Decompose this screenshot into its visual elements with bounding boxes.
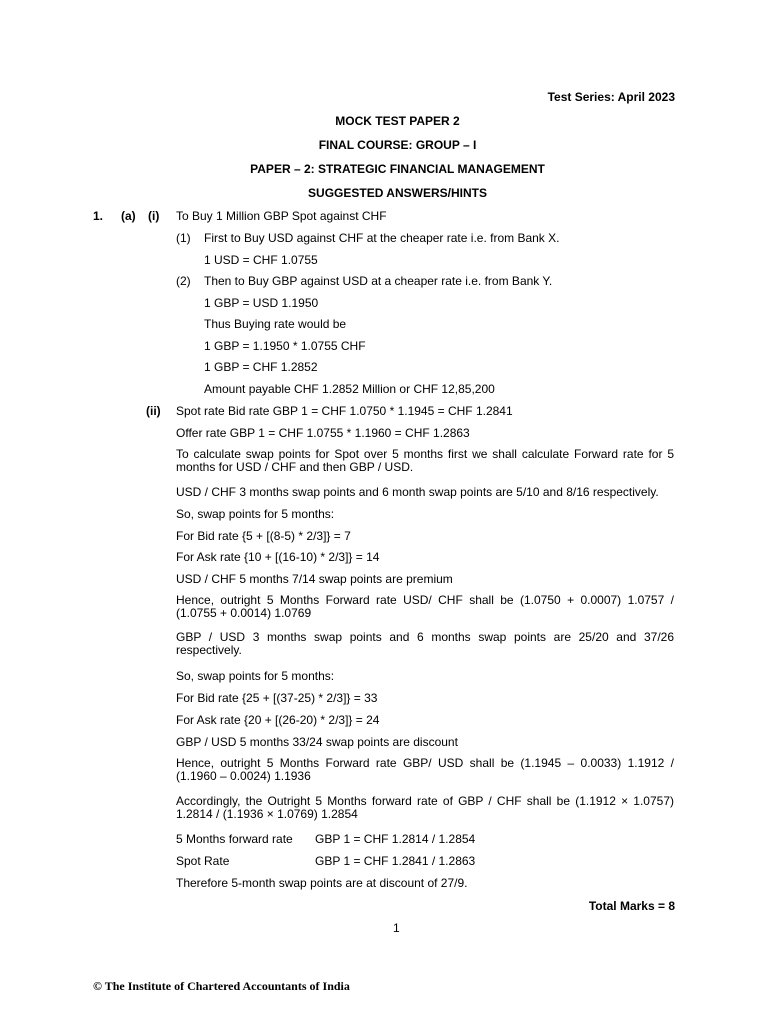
gbp-usd-discount: GBP / USD 5 months 33/24 swap points are discount [176,735,458,749]
footer-copyright: © The Institute of Chartered Accountants of India [93,979,350,993]
buying-rate-result: 1 GBP = CHF 1.2852 [204,360,318,374]
gbp-bid-calc: For Bid rate {25 + [(37-25) * 2/3]} = 33 [176,691,378,705]
forward-rate-value: GBP 1 = CHF 1.2814 / 1.2854 [315,832,476,846]
step-2-rate: 1 GBP = USD 1.1950 [204,296,319,310]
test-series-label: Test Series: April 2023 [547,90,675,104]
usd-chf-premium: USD / CHF 5 months 7/14 swap points are premium [176,572,453,586]
step-1-rate: 1 USD = CHF 1.0755 [204,253,318,267]
part-i-intro: To Buy 1 Million GBP Spot against CHF [176,209,387,223]
usd-chf-forward-rate: Hence, outright 5 Months Forward rate USD/ CHF shall be (1.0750 + 0.0007) 1.0757 / (1.0755 + 0.0014) 1.0769 [176,593,674,620]
title-suggested-answers: SUGGESTED ANSWERS/HINTS [308,186,487,200]
title-paper: PAPER – 2: STRATEGIC FINANCIAL MANAGEMENT [250,162,545,176]
spot-rate-label: Spot Rate [176,854,230,868]
amount-payable: Amount payable CHF 1.2852 Million or CHF 12,85,200 [204,382,495,396]
sub-part-ii: (ii) [146,404,161,418]
gbp-chf-forward-rate: Accordingly, the Outright 5 Months forward rate of GBP / CHF shall be (1.1912 × 1.0757) 1.2814 / (1.1936 × 1.0769) 1.2854 [176,794,674,821]
spot-rate-value: GBP 1 = CHF 1.2841 / 1.2863 [315,854,476,868]
buying-rate-calc: 1 GBP = 1.1950 * 1.0755 CHF [204,339,366,353]
swap-points-conclusion: Therefore 5-month swap points are at discount of 27/9. [176,876,468,890]
step-2-number: (2) [176,274,191,288]
gbp-usd-swap-points: GBP / USD 3 months swap points and 6 months swap points are 25/20 and 37/26 respectively. [176,630,674,657]
swap-points-5-months-gbp: So, swap points for 5 months: [176,669,335,683]
swap-points-explanation: To calculate swap points for Spot over 5 months first we shall calculate Forward rate for 5 months for USD / CHF and then GBP / USD. [176,447,674,474]
usd-chf-swap-points: USD / CHF 3 months swap points and 6 month swap points are 5/10 and 8/16 respectively. [176,485,659,499]
gbp-ask-calc: For Ask rate {20 + [(26-20) * 2/3]} = 24 [176,713,380,727]
step-1-text: First to Buy USD against CHF at the cheaper rate i.e. from Bank X. [204,231,560,245]
title-final-course: FINAL COURSE: GROUP – I [318,138,477,152]
usd-ask-calc: For Ask rate {10 + [(16-10) * 2/3]} = 14 [176,550,380,564]
swap-points-5-months-usd: So, swap points for 5 months: [176,507,335,521]
forward-rate-label: 5 Months forward rate [176,832,293,846]
sub-part-i: (i) [148,209,160,223]
question-number: 1. [93,209,104,223]
spot-rate-row [176,854,674,868]
usd-bid-calc: For Bid rate {5 + [(8-5) * 2/3]} = 7 [176,529,351,543]
total-marks: Total Marks = 8 [588,899,675,913]
question-part: (a) [121,209,136,223]
step-2-text: Then to Buy GBP against USD at a cheaper rate i.e. from Bank Y. [204,274,553,288]
spot-offer-rate: Offer rate GBP 1 = CHF 1.0755 * 1.1960 = CHF 1.2863 [176,426,470,440]
page-number: 1 [393,921,400,935]
buying-rate-intro: Thus Buying rate would be [204,317,347,331]
forward-rate-row [176,832,674,846]
title-mock-test: MOCK TEST PAPER 2 [335,114,460,128]
step-1-number: (1) [176,231,191,245]
spot-bid-rate: Spot rate Bid rate GBP 1 = CHF 1.0750 * 1.1945 = CHF 1.2841 [176,404,513,418]
gbp-usd-forward-rate: Hence, outright 5 Months Forward rate GBP/ USD shall be (1.1945 – 0.0033) 1.1912 / (1.1960 – 0.0024) 1.1936 [176,756,674,783]
